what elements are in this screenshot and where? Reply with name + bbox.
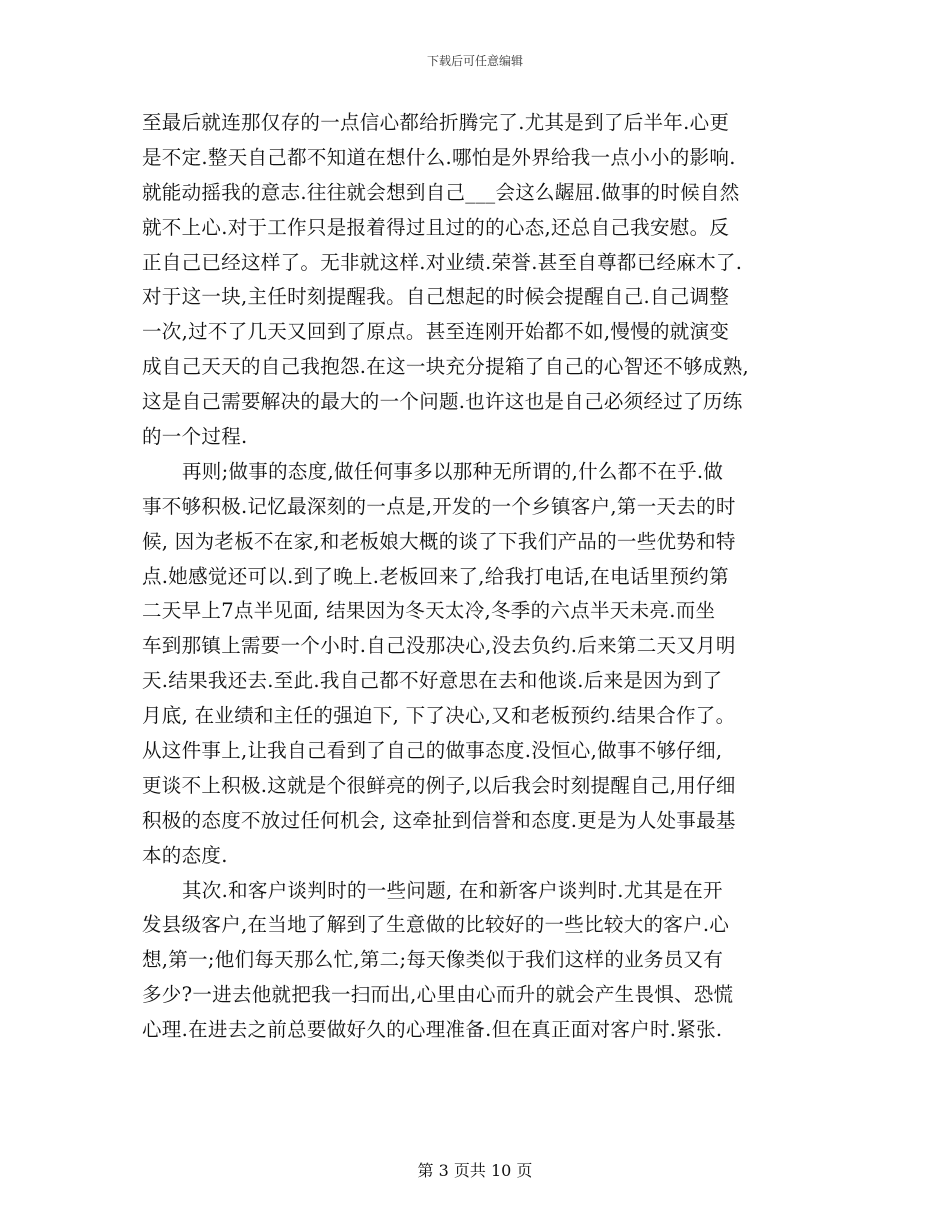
text-line: 天.结果我还去.至此.我自己都不好意思在去和他谈.后来是因为到了 [142, 669, 723, 693]
text-line: 更谈不上积极.这就是个很鲜亮的例子,以后我会时刻提醒自己,用仔细 [142, 773, 736, 797]
text-line: 正自己已经这样了。无非就这样.对业绩.荣誉.甚至自尊都已经麻木了. [142, 250, 743, 274]
document-body [142, 106, 822, 1048]
text-line: 从这件事上,让我自己看到了自己的做事态度.没恒心,做事不够仔细, [142, 739, 723, 763]
text-line: 心理.在进去之前总要做好久的心理准备.但在真正面对客户时.紧张. [142, 1018, 723, 1042]
text-line: 的一个过程. [142, 425, 248, 449]
text-line: 就不上心.对于工作只是报着得过且过的的心态,还总自己我安慰。反 [142, 215, 730, 239]
page-header: 下载后可任意编辑 [426, 54, 523, 68]
text-line: 一次,过不了几天又回到了原点。甚至连刚开始都不如,慢慢的就演变 [142, 320, 730, 344]
text-line: 其次.和客户谈判时的一些问题, 在和新客户谈判时.尤其是在开 [182, 878, 723, 902]
text-line: 这是自己需要解决的最大的一个问题.也许这也是自己必须经过了历练 [142, 390, 743, 414]
text-line: 积极的态度不放过任何机会, 这牵扯到信誉和态度.更是为人处事最基 [142, 808, 736, 832]
text-line: 就能动摇我的意志.往往就会想到自己___会这么龌屈.做事的时候自然 [142, 180, 740, 204]
text-line: 想,第一;他们每天那么忙,第二;每天像类似于我们这样的业务员又有 [142, 948, 724, 972]
text-line: 候, 因为老板不在家,和老板娘大概的谈了下我们产品的一些优势和特 [142, 529, 736, 553]
text-line: 再则;做事的态度,做任何事多以那种无所谓的,什么都不在乎.做 [182, 459, 724, 483]
text-line: 月底, 在业绩和主任的强迫下, 下了决心,又和老板预约.结果合作了。 [142, 704, 736, 728]
text-line: 本的态度. [142, 843, 228, 867]
text-line: 发县级客户,在当地了解到了生意做的比较好的一些比较大的客户.心 [142, 913, 730, 937]
text-line: 对于这一块,主任时刻提醒我。自己想起的时候会提醒自己.自己调整 [142, 285, 730, 309]
text-line: 事不够积极.记忆最深刻的一点是,开发的一个乡镇客户,第一天去的时 [142, 494, 736, 518]
text-line: 至最后就连那仅存的一点信心都给折腾完了.尤其是到了后半年.心更 [142, 111, 730, 134]
text-line: 车到那镇上需要一个小时.自己没那决心,没去负约.后来第二天又月明 [142, 634, 736, 658]
text-line: 成自己天天的自己我抱怨.在这一块充分提箱了自己的心智还不够成熟, [142, 355, 749, 379]
page-footer: 第 3 页共 10 页 [417, 1161, 533, 1180]
text-line: 是不定.整天自己都不知道在想什么.哪怕是外界给我一点小小的影响. [142, 145, 736, 169]
text-line: 二天早上7点半见面, 结果因为冬天太冷,冬季的六点半天未亮.而坐 [142, 599, 716, 623]
text-line: 点.她感觉还可以.到了晚上.老板回来了,给我打电话,在电话里预约第 [142, 564, 729, 588]
text-line: 多少?一进去他就把我一扫而出,心里由心而升的就会产生畏惧、恐慌 [142, 983, 734, 1007]
